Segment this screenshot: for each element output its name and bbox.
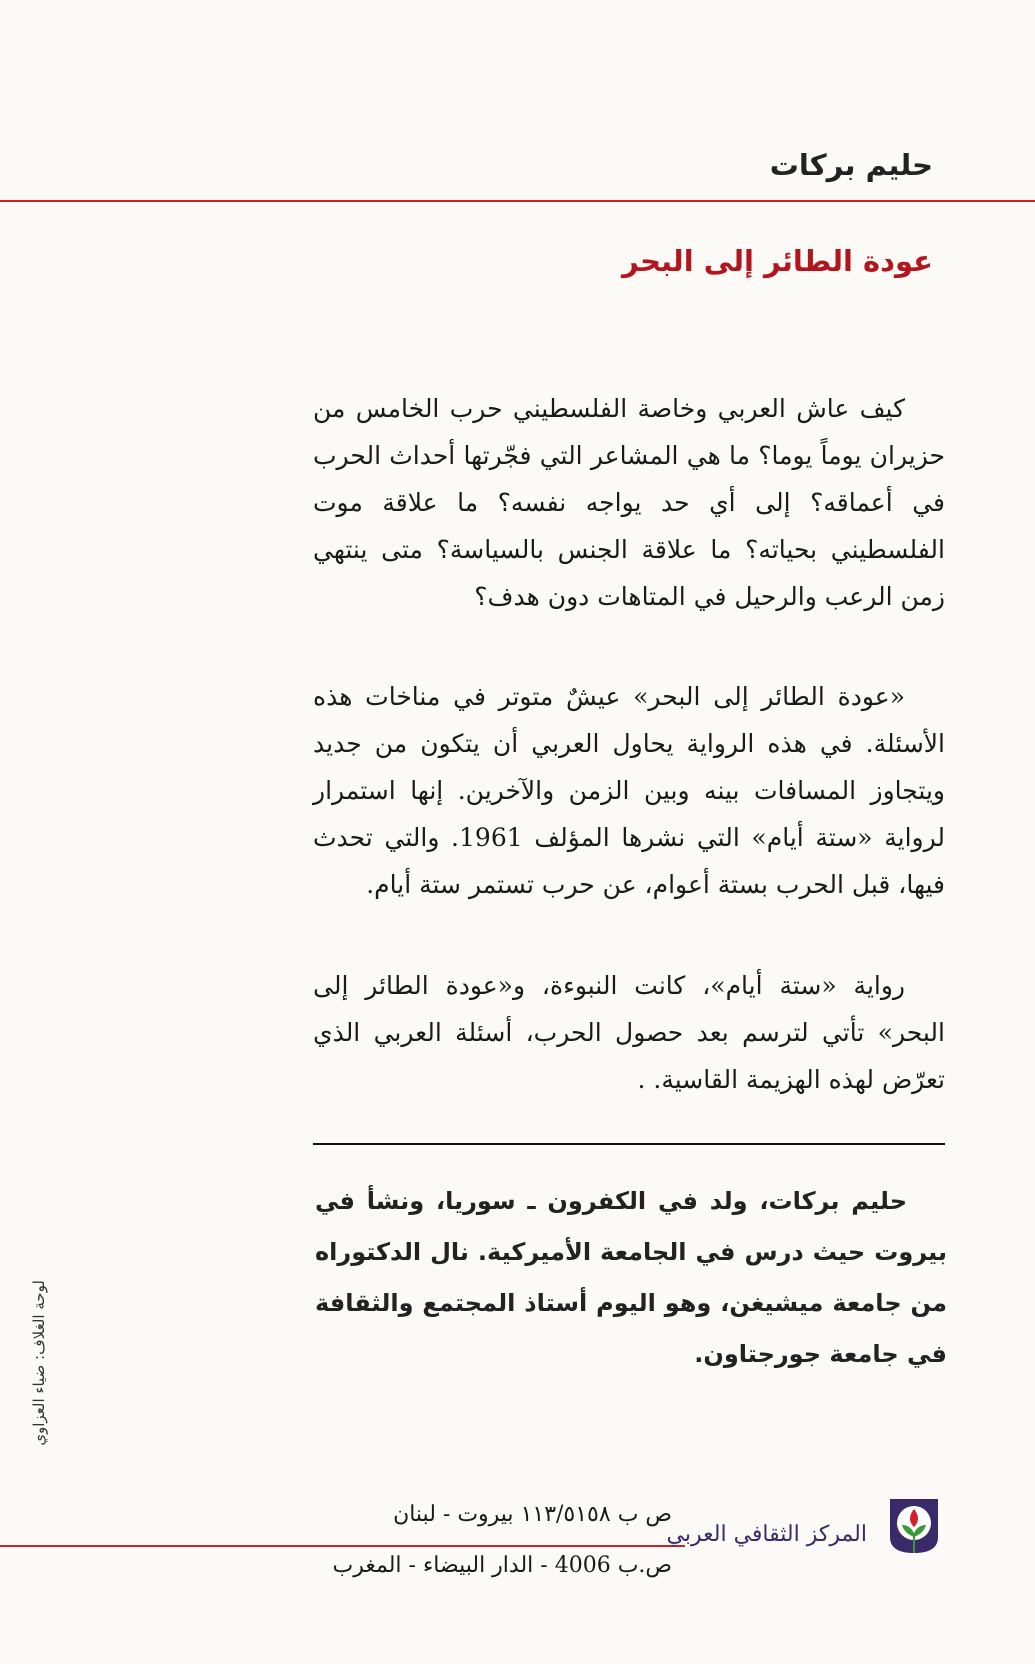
blurb-text: «عودة الطائر إلى البحر» عيشٌ متوتر في مناخات هذه الأسئلة. في هذه الرواية يحاول العربي أن يتكون من جديد ويتجاوز المسافات بينه وبين الزمن والآخرين. إنها استمرار لرواية «ستة أيام» التي نشرها المؤلف 1961. والتي تحدث فيها، قبل الحرب بستة أعوام، عن حرب تستمر ستة أيام. <box>313 682 945 899</box>
blurb-paragraph-3 <box>313 962 945 1103</box>
footer-divider <box>0 1545 685 1547</box>
address-casablanca: ص.ب 4006 - الدار البيضاء - المغرب <box>332 1553 672 1578</box>
bio-text: حليم بركات، ولد في الكفرون ـ سوريا، ونشأ في بيروت حيث درس في الجامعة الأميركية. نال الدكتوراه من جامعة ميشيغن، وهو اليوم أستاذ المجتمع والثقافة في جامعة جورجتاون. <box>315 1187 947 1368</box>
publisher-logo-icon <box>888 1497 940 1555</box>
author-bio <box>315 1176 947 1380</box>
section-divider <box>313 1143 945 1145</box>
blurb-text: رواية «ستة أيام»، كانت النبوءة، و«عودة الطائر إلى البحر» تأتي لترسم بعد حصول الحرب، أسئلة العربي الذي تعرّض لهذه الهزيمة القاسية. . <box>313 971 945 1094</box>
publisher-name: المركز الثقافي العربي <box>666 1522 867 1547</box>
blurb-paragraph-1 <box>313 385 945 620</box>
author-name: حليم بركات <box>769 148 933 182</box>
address-beirut: ص ب ١١٣/٥١٥٨ بيروت - لبنان <box>393 1502 672 1527</box>
cover-art-credit: لوحة الغلاف: ضياء العزاوي <box>30 1280 48 1446</box>
blurb-paragraph-2 <box>313 673 945 908</box>
book-title: عودة الطائر إلى البحر <box>622 244 933 278</box>
header-divider <box>0 200 1035 202</box>
blurb-text: كيف عاش العربي وخاصة الفلسطيني حرب الخامس من حزيران يوماً يوما؟ ما هي المشاعر التي فجّرتها أحداث الحرب في أعماقه؟ إلى أي حد يواجه نفسه؟ ما علاقة موت الفلسطيني بحياته؟ ما علاقة الجنس بالسياسة؟ متى ينتهي زمن الرعب والرحيل في المتاهات دون هدف؟ <box>313 394 945 611</box>
